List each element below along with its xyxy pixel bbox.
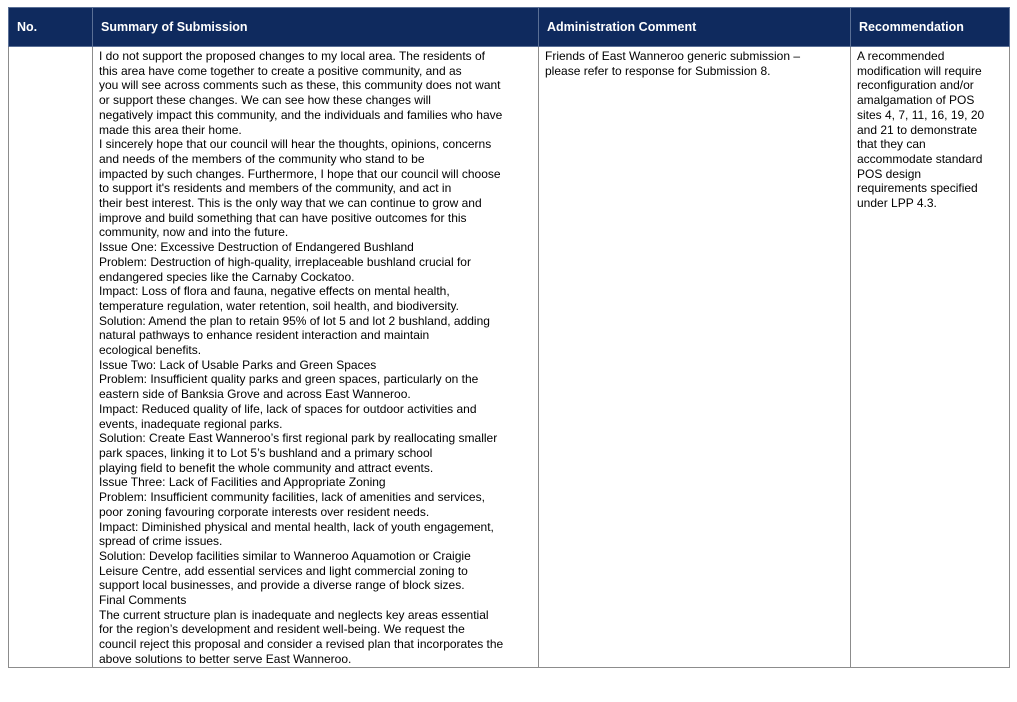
summary-line: and needs of the members of the community who stand to be [99,151,425,166]
summary-line: to support it's residents and members of the community, and act in [99,181,452,196]
summary-line: council reject this proposal and consider a revised plan that incorporates the [99,637,504,652]
recommendation-line: and 21 to demonstrate [857,122,978,137]
table-body [9,47,1010,668]
summary-line: natural pathways to enhance resident interaction and maintain [99,328,430,343]
header-recommendation: Recommendation [851,8,1010,47]
summary-line: I do not support the proposed changes to my local area. The residents of [99,49,486,63]
summary-line: Problem: Insufficient community facilities, lack of amenities and services, [99,490,485,505]
summary-line: playing field to benefit the whole community and attract events. [99,460,434,475]
cell-admin-comment [539,47,851,668]
header-no: No. [9,8,93,47]
recommendation-text [857,49,1003,211]
recommendation-line: modification will require [857,63,982,78]
summary-line: eastern side of Banksia Grove and across East Wanneroo. [99,387,411,402]
summary-line: you will see across comments such as these, this community does not want [99,78,501,93]
summary-line: Impact: Loss of flora and fauna, negative effects on mental health, [99,284,450,299]
admin-comment-text [545,49,844,78]
summary-line: impacted by such changes. Furthermore, I hope that our council will choose [99,166,501,181]
recommendation-line: requirements specified [857,181,978,196]
summary-line: above solutions to better serve East Wanneroo. [99,651,352,666]
header-row [9,8,1010,47]
summary-line: temperature regulation, water retention, soil health, and biodiversity. [99,298,459,313]
summary-line: Leisure Centre, add essential services and light commercial zoning to [99,563,468,578]
summary-line: their best interest. This is the only way that we can continue to grow and [99,196,482,211]
table-row [9,47,1010,668]
recommendation-line: reconfiguration and/or [857,78,974,93]
summary-line: The current structure plan is inadequate and neglects key areas essential [99,607,489,622]
cell-summary [93,47,539,668]
summary-line: events, inadequate regional parks. [99,416,283,431]
summary-line: I sincerely hope that our council will hear the thoughts, opinions, concerns [99,137,492,152]
summary-line: park spaces, linking it to Lot 5’s bushland and a primary school [99,445,433,460]
recommendation-line: accommodate standard [857,151,983,166]
recommendation-line: under LPP 4.3. [857,196,937,211]
summary-line: Impact: Reduced quality of life, lack of spaces for outdoor activities and [99,401,477,416]
summary-line: Problem: Destruction of high-quality, irreplaceable bushland crucial for [99,254,471,269]
summary-line: Problem: Insufficient quality parks and green spaces, particularly on the [99,372,479,387]
summary-line: improve and build something that can have positive outcomes for this [99,210,467,225]
cell-recommendation [851,47,1010,668]
summary-line: ecological benefits. [99,343,202,358]
summary-line: Solution: Develop facilities similar to Wanneroo Aquamotion or Craigie [99,548,471,563]
summary-line: spread of crime issues. [99,534,223,549]
summary-line: made this area their home. [99,122,242,137]
cell-no [9,47,93,668]
recommendation-line: POS design [857,166,922,181]
summary-line: Solution: Amend the plan to retain 95% of lot 5 and lot 2 bushland, adding [99,313,490,328]
summary-line: Final Comments [99,593,187,608]
summary-line: for the region’s development and resident well-being. We request the [99,622,465,637]
summary-line: community, now and into the future. [99,225,289,240]
recommendation-line: amalgamation of POS [857,93,975,108]
summary-line: poor zoning favouring corporate interests over resident needs. [99,504,430,519]
recommendation-line: that they can [857,137,926,152]
admin-comment-line: Friends of East Wanneroo generic submission – [545,49,801,63]
recommendation-line: sites 4, 7, 11, 16, 19, 20 [857,107,985,122]
summary-line: Impact: Diminished physical and mental health, lack of youth engagement, [99,519,494,534]
recommendation-line: A recommended [857,49,945,63]
summary-line: Issue One: Excessive Destruction of Endangered Bushland [99,240,414,255]
summary-line: negatively impact this community, and the individuals and families who have [99,107,503,122]
header-summary: Summary of Submission [93,8,539,47]
header-admin-comment: Administration Comment [539,8,851,47]
submissions-table [8,7,1010,668]
summary-line: endangered species like the Carnaby Cockatoo. [99,269,355,284]
summary-line: Solution: Create East Wanneroo’s first regional park by reallocating smaller [99,431,498,446]
table-header [9,8,1010,47]
summary-line: or support these changes. We can see how these changes will [99,93,431,108]
admin-comment-line: please refer to response for Submission 8. [545,63,771,78]
summary-line: Issue Three: Lack of Facilities and Appropriate Zoning [99,475,386,490]
summary-line: support local businesses, and provide a diverse range of block sizes. [99,578,465,593]
summary-line: Issue Two: Lack of Usable Parks and Green Spaces [99,357,377,372]
summary-text [99,49,532,667]
summary-line: this area have come together to create a positive community, and as [99,63,462,78]
